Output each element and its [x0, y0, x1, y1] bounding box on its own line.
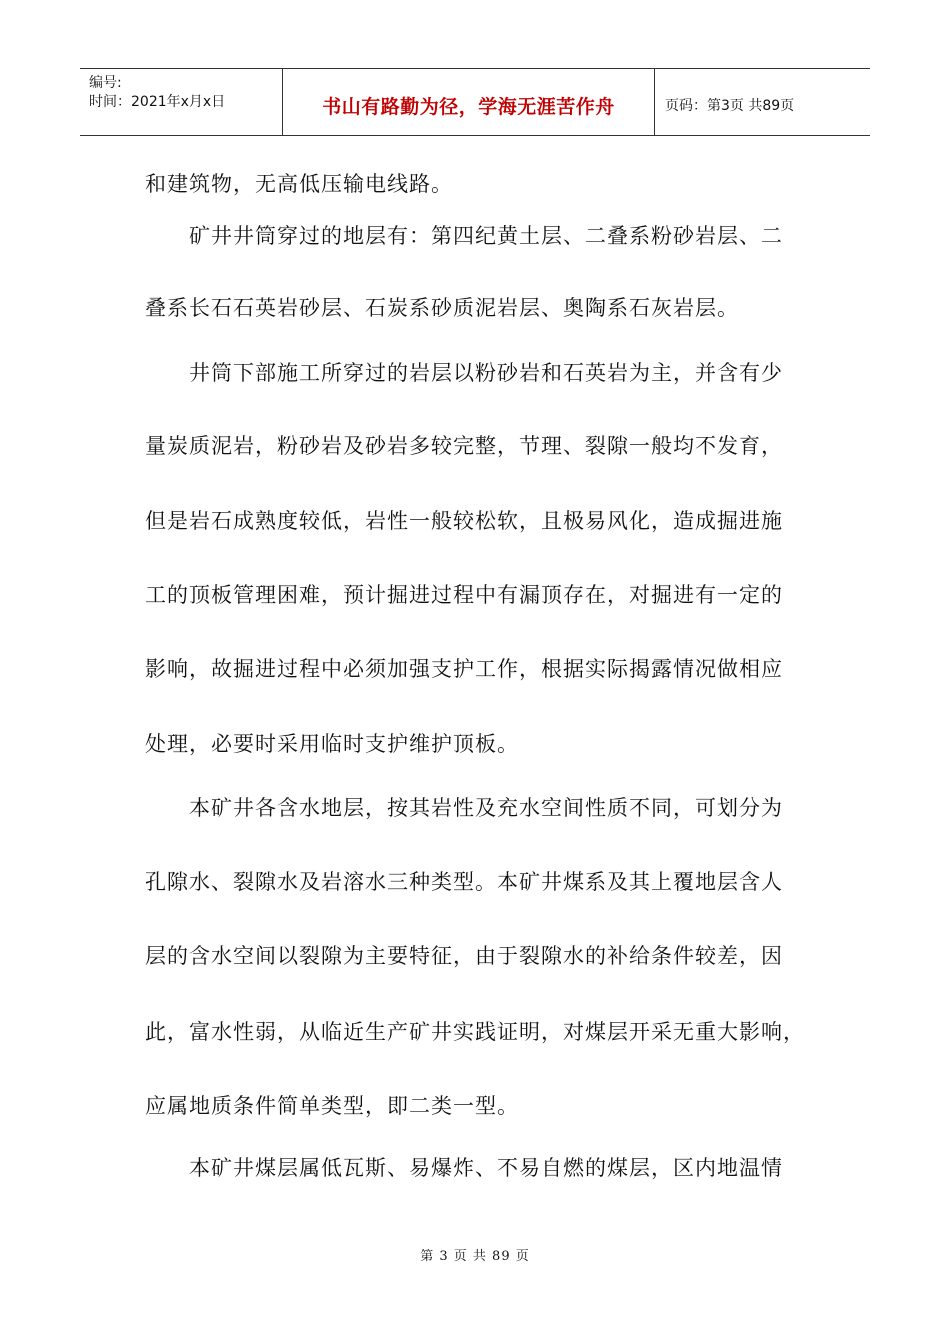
- body-line: 但是岩石成熟度较低，岩性一般较松软，且极易风化，造成掘进施: [145, 509, 783, 533]
- header-motto-cell: [283, 69, 655, 135]
- body-line: 本矿井煤层属低瓦斯、易爆炸、不易自燃的煤层，区内地温情: [145, 1156, 783, 1180]
- body-line: 矿井井筒穿过的地层有：第四纪黄土层、二叠系粉砂岩层、二: [145, 224, 783, 248]
- page-info: 页码：第3页 共89页: [665, 98, 795, 114]
- doc-number-label: 编号:: [89, 75, 122, 91]
- body-line: 和建筑物，无高低压输电线路。: [145, 172, 453, 196]
- body-line: 井筒下部施工所穿过的岩层以粉砂岩和石英岩为主，并含有少: [145, 361, 783, 385]
- body-line: 层的含水空间以裂隙为主要特征，由于裂隙水的补给条件较差，因: [145, 944, 783, 968]
- body-line: 工的顶板管理困难，预计掘进过程中有漏顶存在，对掘进有一定的: [145, 583, 783, 607]
- body-line: 此，富水性弱，从临近生产矿井实践证明，对煤层开采无重大影响，: [145, 1020, 805, 1044]
- page-header: [80, 68, 870, 136]
- motto-text: 书山有路勤为径，学海无涯苦作舟: [322, 95, 615, 118]
- header-meta-cell: [80, 69, 283, 135]
- page-footer: 第 3 页 共 89 页: [420, 1249, 530, 1264]
- header-page-cell: [655, 69, 870, 135]
- body-line: 叠系长石石英岩砂层、石炭系砂质泥岩层、奥陶系石灰岩层。: [145, 296, 739, 320]
- body-line: 孔隙水、裂隙水及岩溶水三种类型。本矿井煤系及其上覆地层含人: [145, 870, 783, 894]
- body-line: 本矿井各含水地层，按其岩性及充水空间性质不同，可划分为: [145, 796, 783, 820]
- body-line: 量炭质泥岩，粉砂岩及砂岩多较完整，节理、裂隙一般均不发育，: [145, 434, 783, 458]
- body-line: 影响，故掘进过程中必须加强支护工作，根据实际揭露情况做相应: [145, 657, 783, 681]
- body-line: 应属地质条件简单类型，即二类一型。: [145, 1094, 519, 1118]
- body-line: 处理，必要时采用临时支护维护顶板。: [145, 732, 519, 756]
- time-label: 时间：2021年x月x日: [89, 94, 226, 110]
